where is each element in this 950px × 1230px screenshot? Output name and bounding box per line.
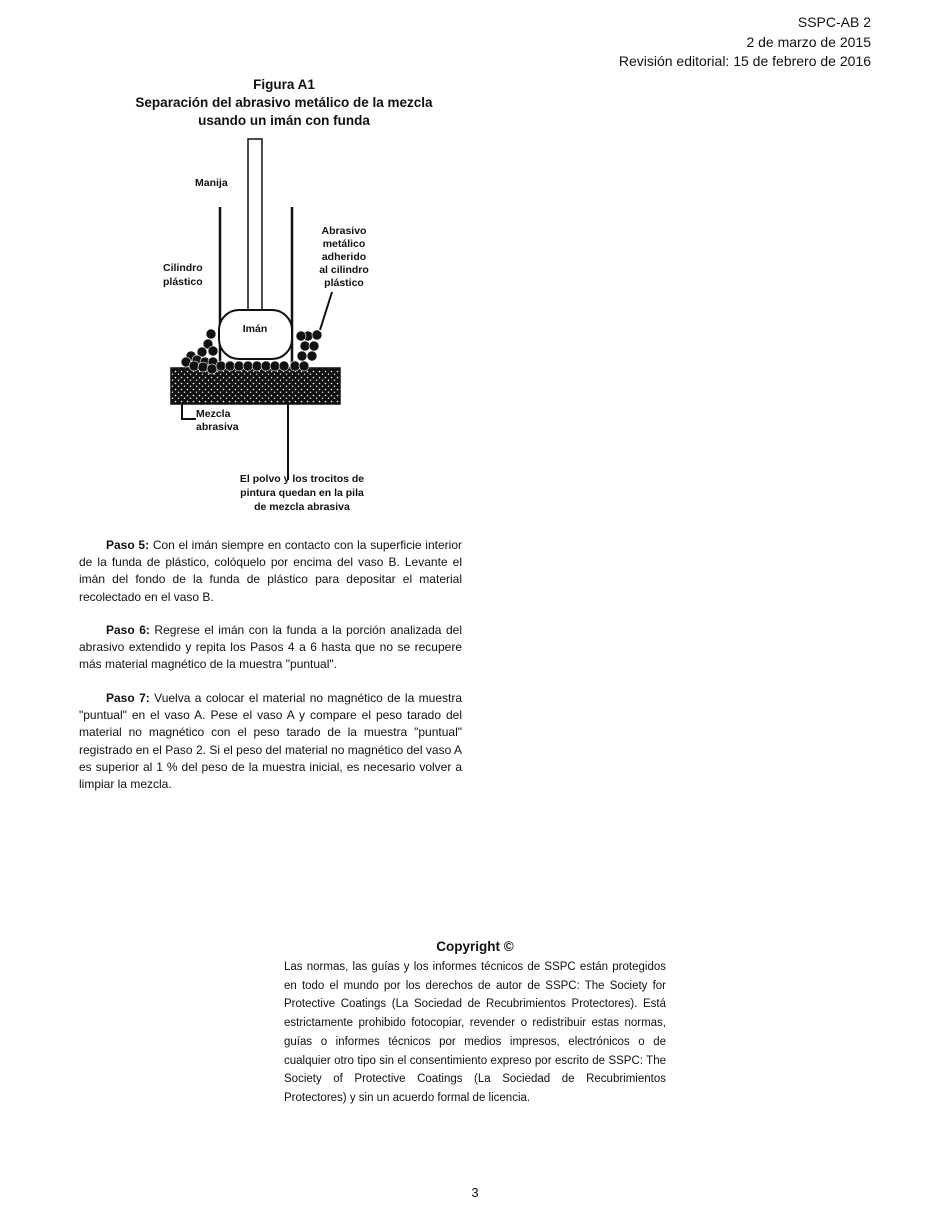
step-7-paragraph: [79, 690, 462, 793]
copyright-text: Las normas, las guías y los informes técnicos de SSPC están protegidos en todo el mundo por los derechos de autor de SSPC: The Society for Protective Coatings (La Sociedad de Recubrimientos Protectores). Está estrictamente prohibido fotocopiar, revender o redistribuir estas normas, guías o informes técnicos por medios impresos, electrónicos o de cualquier otro tipo sin el consentimiento expreso por escrito de SSPC: The Society of Protective Coatings (La Sociedad de Recubrimientos Protectores) y sin un acuerdo formal de licencia.: [284, 961, 666, 1104]
magnet-separation-diagram: [150, 130, 410, 525]
cylinder-label-line1: Cilindro: [163, 262, 203, 274]
step-5-paragraph: [79, 537, 462, 606]
step-7-label: Paso 7:: [106, 691, 150, 705]
dust-label-line1: El polvo y los trocitos de: [239, 473, 365, 485]
mix-leader-line: [182, 404, 196, 419]
abrasive-mix-slab: [171, 368, 340, 404]
metal-label-line4: al cilindro: [319, 264, 369, 276]
dust-label-line2: pintura quedan en la pila: [240, 487, 364, 499]
metal-label-line3: adherido: [321, 251, 367, 263]
step-7-text: Vuelva a colocar el material no magnético de la muestra "puntual" en el vaso A. Pese el vaso A y compare el peso tarado del material no magnético con el peso tarado de la muestra "puntual" registrado en el Paso 2. Si el peso del material no magnético del vaso A es superior al 1 % del peso de la muestra inicial, es necesario volver a limpiar la mezcla.: [79, 691, 463, 792]
page-number: 3: [471, 1185, 479, 1200]
magnet-handle: [248, 139, 262, 315]
step-6-text: Regrese el imán con la funda a la porción analizada del abrasivo extendido y repita los Pasos 4 a 6 hasta que no se recupere más material magnético de la muestra "puntual".: [79, 623, 462, 672]
magnet-label: Imán: [242, 323, 268, 335]
metal-label-line1: Abrasivo: [321, 225, 367, 237]
document-date: 2 de marzo de 2015: [746, 33, 871, 50]
metal-label-line2: metálico: [322, 238, 366, 250]
step-6-paragraph: [79, 622, 462, 674]
handle-label: Manija: [195, 177, 228, 189]
document-code: SSPC-AB 2: [797, 14, 871, 30]
figure-number: Figura A1: [253, 77, 315, 92]
revision-date: Revisión editorial: 15 de febrero de 2016: [618, 53, 871, 69]
metal-leader-line: [320, 292, 332, 330]
figure-caption: [79, 76, 489, 130]
step-5-label: Paso 5:: [106, 538, 150, 552]
step-6-label: Paso 6:: [106, 623, 150, 637]
cylinder-label-line2: plástico: [163, 276, 203, 288]
figure-title-line2: usando un imán con funda: [198, 113, 370, 128]
document-header: [619, 13, 871, 72]
copyright-title: Copyright ©: [436, 939, 514, 954]
mix-label-line2: abrasiva: [196, 421, 239, 433]
step-5-text: Con el imán siempre en contacto con la superficie interior de la funda de plástico, colóquelo por encima del vaso B. Levante el imán del fondo de la funda de plástico para depositar el material recolectado en el vaso B.: [79, 538, 462, 604]
mix-label-line1: Mezcla: [196, 408, 231, 420]
dust-label-line3: de mezcla abrasiva: [254, 501, 350, 513]
figure-title-line1: Separación del abrasivo metálico de la mezcla: [135, 95, 433, 110]
metal-label-line5: plástico: [324, 277, 364, 289]
